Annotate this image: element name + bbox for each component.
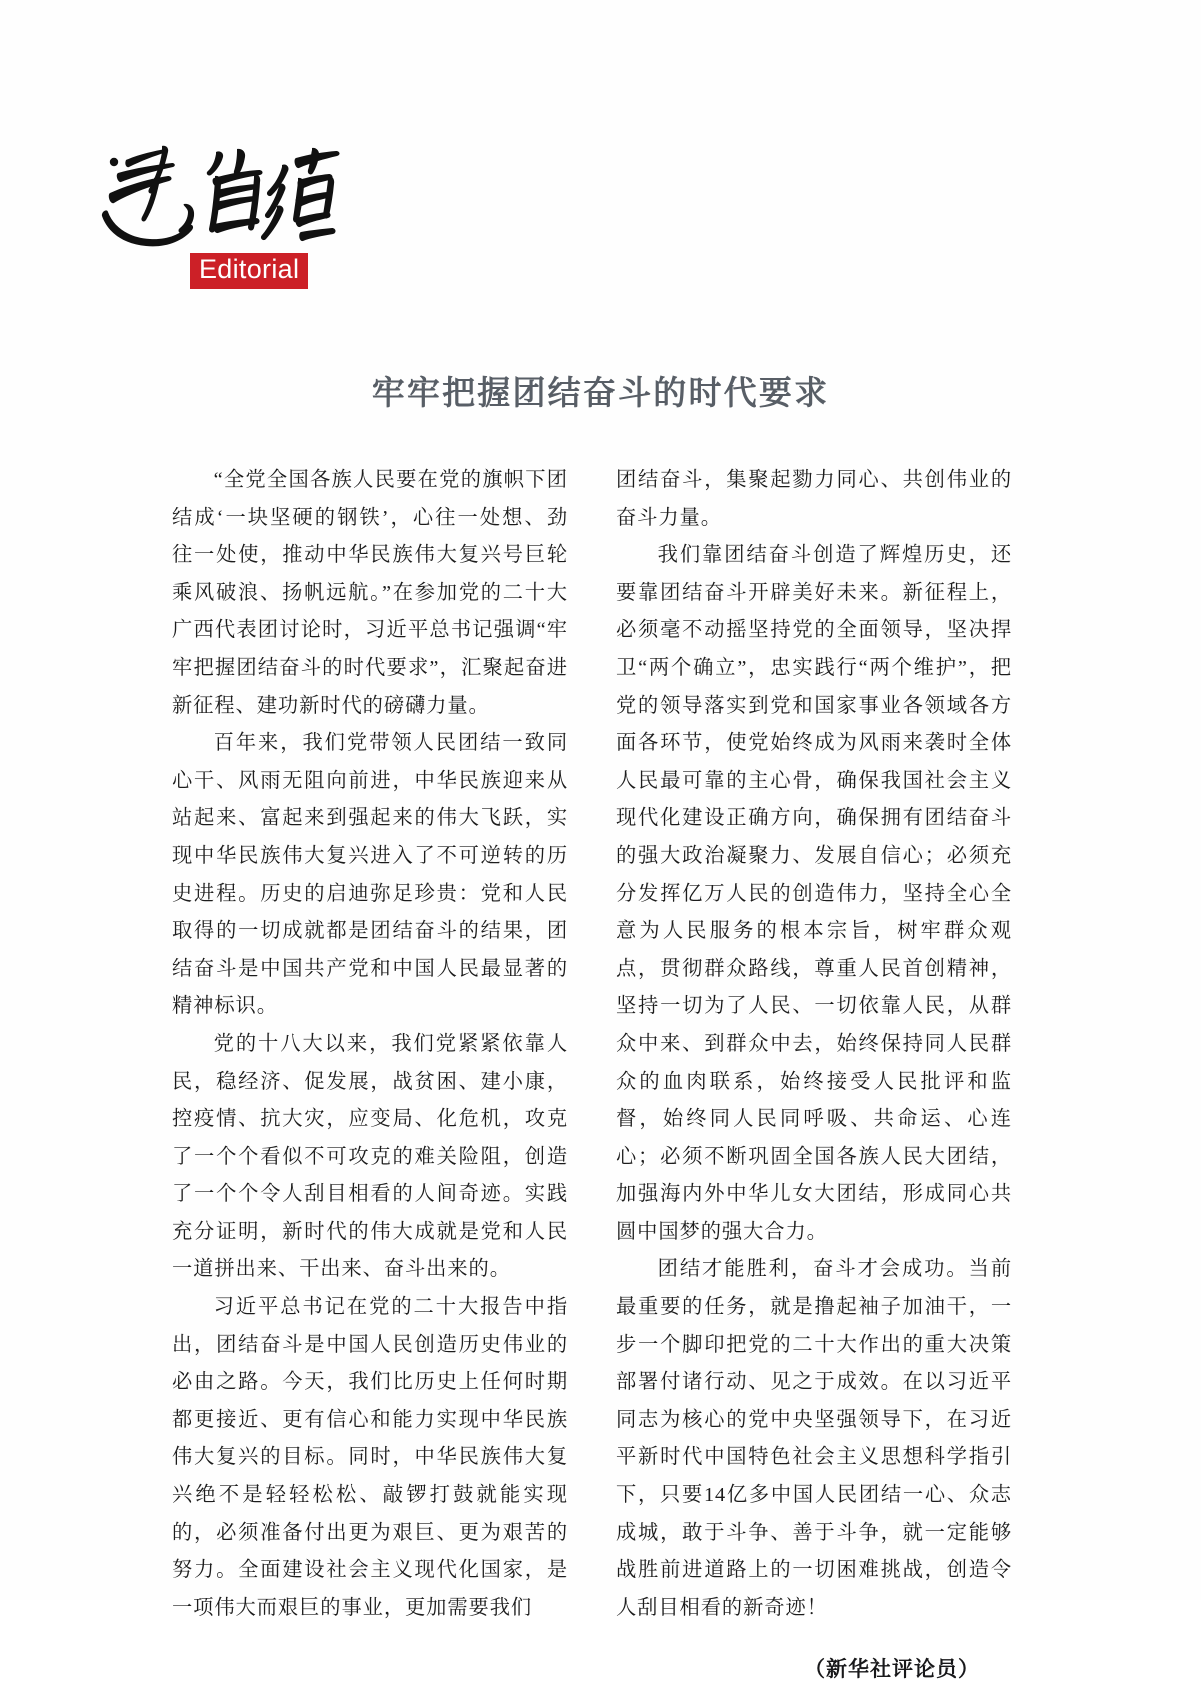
paragraph: 党的十八大以来，我们党紧紧依靠人民，稳经济、促发展，战贫困、建小康，控疫情、抗大灾，应变局、化危机，攻克了一个个看似不可攻克的难关险阻，创造了一个个令人刮目相看的人间奇迹。实践充分证明，新时代的伟大成就是党和人民一道拼出来、干出来、奋斗出来的。 — [172, 1032, 568, 1281]
paragraph: 我们靠团结奋斗创造了辉煌历史，还要靠团结奋斗开辟美好未来。新征程上，必须毫不动摇坚持党的全面领导，坚决捍卫“两个确立”，忠实践行“两个维护”，把党的领导落实到党和国家事业各领域各方面各环节，使党始终成为风雨来袭时全体人民最可靠的主心骨，确保我国社会主义现代化建设正确方向，确保拥有团结奋斗的强大政治凝聚力、发展自信心；必须充分发挥亿万人民的创造伟力，坚持全心全意为人民服务的根本宗旨，树牢群众观点，贯彻群众路线，尊重人民首创精神，坚持一切为了人民、一切依靠人民，从群众中来、到群众中去，始终保持同人民群众的血肉联系，始终接受人民批评和监督，始终同人民同呼吸、共命运、心连心；必须不断巩固全国各族人民大团结，加强海内外中华儿女大团结，形成同心共圆中国梦的强大合力。 — [616, 544, 1012, 1243]
paragraph: 团结才能胜利，奋斗才会成功。当前最重要的任务，就是撸起袖子加油干，一步一个脚印把党的二十大作出的重大决策部署付诸行动、见之于成效。在以习近平同志为核心的党中央坚强领导下，在习近平新时代中国特色社会主义思想科学指引下，只要14亿多中国人民团结一心、众志成城，敢于斗争、善于斗争，就一定能够战胜前进道路上的一切困难挑战，创造令人刮目相看的新奇迹！ — [616, 1258, 1012, 1619]
article-body — [172, 462, 1012, 1683]
column-left — [172, 462, 568, 1683]
editorial-banner-label: Editorial — [190, 253, 308, 289]
paragraph: 百年来，我们党带领人民团结一致同心干、风雨无阻向前进，中华民族迎来从站起来、富起来到强起来的伟大飞跃，实现中华民族伟大复兴进入了不可逆转的历史进程。历史的启迪弥足珍贵：党和人民取得的一切成就都是团结奋斗的结果，团结奋斗是中国共产党和中国人民最显著的精神标识。 — [172, 732, 568, 1018]
page-title: 牢牢把握团结奋斗的时代要求 — [371, 376, 830, 413]
byline: （新华社评论员） — [804, 1658, 980, 1682]
juanshouyu-calligraphy-logo — [96, 140, 341, 250]
column-right — [616, 462, 1012, 1683]
paragraph: 习近平总书记在党的二十大报告中指出，团结奋斗是中国人民创造历史伟业的必由之路。今天，我们比历史上任何时期都更接近、更有信心和能力实现中华民族伟大复兴的目标。同时，中华民族伟大复兴绝不是轻轻松松、敲锣打鼓就能实现的，必须准备付出更为艰巨、更为艰苦的努力。全面建设社会主义现代化国家，是一项伟大而艰巨的事业，更加需要我们 — [172, 1296, 568, 1619]
masthead — [96, 140, 396, 295]
paragraph: “全党全国各族人民要在党的旗帜下团结成‘一块坚硬的钢铁’，心往一处想、劲往一处使，推动中华民族伟大复兴号巨轮乘风破浪、扬帆远航。”在参加党的二十大广西代表团讨论时，习近平总书记强调“牢牢把握团结奋斗的时代要求”，汇聚起奋进新征程、建功新时代的磅礴力量。 — [172, 469, 568, 717]
paragraph: 团结奋斗，集聚起勠力同心、共创伟业的奋斗力量。 — [616, 469, 1012, 529]
